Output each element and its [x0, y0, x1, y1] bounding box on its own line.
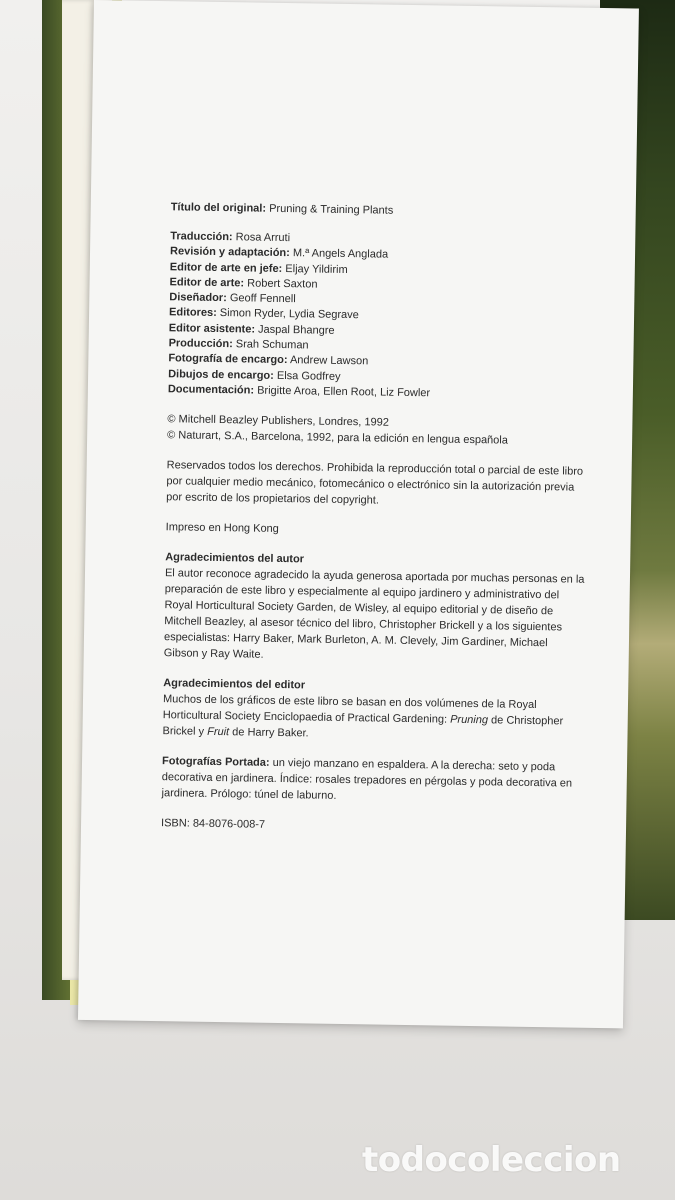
copyright-line: © Naturart, S.A., Barcelona, 1992, para la edición en lengua española	[167, 429, 509, 447]
credit-label: Editor de arte:	[169, 276, 245, 290]
author-ack-text: El autor reconoce agradecido la ayuda generosa aportada por muchas personas en la preparación de este libro y especialmente al equipo jardinero y administrativo del Royal Horticultural Society Garden, de Wisley, al equipo editorial y de diseño de Mitchell Beazley, al asesor técnico del libro, Christopher Brickell y a los siguientes especialistas: Harry Baker, Mark Burleton, A. M. Clevely, Jim Gardiner, Michael Gibson y Ray Waite.	[163, 567, 585, 662]
copyright-line: © Mitchell Beazley Publishers, Londres, 1992	[167, 413, 389, 429]
isbn: ISBN: 84-8076-008-7	[160, 817, 266, 832]
credit-value: Elsa Godfrey	[276, 369, 341, 383]
rights-notice: Reservados todos los derechos. Prohibida la reproducción total o parcial de este libro por cualquier medio mecánico, fotomecánico o electrónico sin la autorización previa por escrito de los propietarios del copyright.	[166, 459, 584, 507]
credit-label: Producción:	[168, 337, 233, 351]
author-ack-title: Agradecimientos del autor	[165, 551, 305, 566]
editor-ack-title: Agradecimientos del editor	[163, 677, 306, 692]
credit-value: Robert Saxton	[247, 277, 318, 291]
credit-value: Rosa Arruti	[235, 231, 291, 245]
credit-label: Diseñador:	[169, 291, 227, 305]
credit-value: Simon Ryder, Lydia Segrave	[219, 307, 359, 322]
editor-ack-part: de Christopher Brickel y	[162, 714, 564, 739]
credit-value: Jaspal Bhangre	[258, 323, 335, 337]
editor-ack-text	[162, 691, 583, 746]
cover-photos-text: un viejo manzano en espaldera. A la derecha: seto y poda decorativa en jardinera. Índice: rosales trepadores en pérgolas y poda decorativa en jardinera. Prólogo: túnel de laburno.	[161, 757, 573, 803]
credit-label: Editor asistente:	[168, 321, 256, 336]
credit-label: Dibujos de encargo:	[168, 367, 274, 382]
credits-list	[168, 229, 591, 404]
cover-photos-label: Fotografías Portada:	[161, 755, 270, 770]
credit-value: Andrew Lawson	[289, 354, 369, 368]
copyright-page	[78, 0, 639, 1028]
cover-photos	[161, 753, 582, 808]
page-content	[161, 199, 591, 838]
book-title-pruning: Pruning	[450, 713, 489, 727]
printed-in: Impreso en Hong Kong	[165, 521, 279, 536]
book-title-fruit: Fruit	[207, 726, 230, 739]
credit-value: Eljay Yildirim	[285, 262, 348, 276]
credit-label: Documentación:	[167, 383, 255, 397]
credit-value: Srah Schuman	[235, 338, 309, 352]
credit-label: Editores:	[169, 306, 217, 320]
original-title-value: Pruning & Training Plants	[269, 202, 394, 217]
credit-value: Geoff Fennell	[229, 292, 296, 306]
credit-value: M.ª Angels Anglada	[292, 247, 389, 261]
credit-label: Editor de arte en jefe:	[169, 260, 283, 275]
credit-label: Fotografía de encargo:	[168, 352, 288, 367]
credit-label: Revisión y adaptación:	[169, 245, 290, 260]
credit-value: Brigitte Aroa, Ellen Root, Liz Fowler	[257, 384, 431, 400]
editor-ack-part: Muchos de los gráficos de este libro se basan en dos volúmenes de la Royal Horticultural Society Enciclopaedia of Practical Gardening:	[162, 693, 537, 726]
watermark-logo: todocoleccion	[362, 1140, 621, 1180]
editor-ack-part: de Harry Baker.	[229, 726, 309, 740]
credit-label: Traducción:	[170, 230, 233, 244]
original-title-label: Título del original:	[170, 201, 267, 215]
